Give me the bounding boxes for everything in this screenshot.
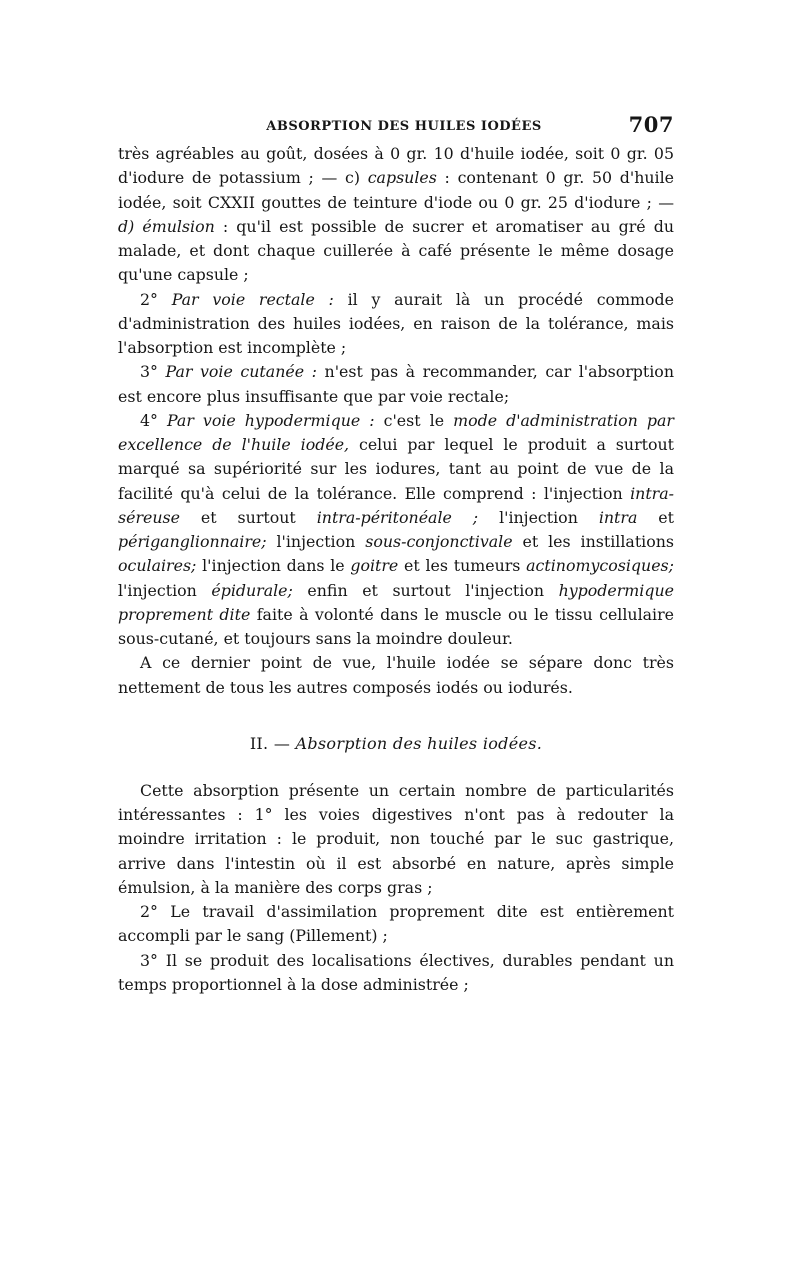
text-run: et surtout [179, 507, 317, 527]
section-title: Absorption des huiles iodées. [295, 733, 543, 753]
italic-text: hypodermique proprement dite [118, 580, 674, 624]
page-number: 707 [628, 112, 674, 137]
italic-text: intra [598, 507, 638, 527]
section-number: II. — [249, 733, 291, 753]
text-run: 2° Le travail d'assimilation proprement dite est entièrement accompli par le sang (Pillement) ; [118, 902, 674, 946]
italic-text: sous-conjonctivale [365, 532, 513, 551]
italic-text: actinomycosiques; [526, 556, 674, 576]
text-run: l'injection [266, 532, 366, 551]
text-run: 3° [140, 362, 166, 382]
text-run: et [637, 507, 674, 527]
section-paragraph-assimilation [118, 900, 674, 949]
italic-text: périganglionnaire; [118, 532, 267, 551]
text-run: et les instillations [512, 532, 675, 551]
italic-text: d) émulsion [118, 216, 215, 236]
paragraph-hypodermic-route [118, 409, 674, 652]
text-run: l'injection [118, 580, 212, 600]
text-run: 4° [140, 410, 167, 430]
book-page [118, 112, 674, 997]
paragraph-conclusion [118, 651, 674, 700]
section-body [118, 779, 674, 997]
text-run: celui par lequel le produit a surtout marqué sa supériorité sur les iodures, tant au point de vue de la facilité qu'à celui de la tolérance. Elle comprend : l'injection [118, 435, 675, 503]
text-run: A ce dernier point de vue, l'huile iodée se sépare donc très nettement de tous les autres composés iodés ou iodurés. [118, 653, 674, 697]
text-run: n'est pas à recommander, car l'absorption est encore plus insuffisante que par voie rectale; [118, 362, 674, 406]
text-run: très agréables au goût, dosées à 0 gr. 10 d'huile iodée, soit 0 gr. 05 d'iodure de potassium ; — c) [118, 144, 674, 188]
italic-text: Par voie rectale : [171, 289, 334, 309]
running-head [118, 112, 674, 142]
italic-text: capsules [367, 168, 437, 188]
italic-text: Par voie hypodermique : [167, 410, 375, 430]
italic-text: intra-péritonéale ; [316, 507, 479, 527]
text-run: Cette absorption présente un certain nombre de particularités intéressantes : 1° les voies digestives n'ont pas à redouter la moindre irritation : le produit, non touché par le suc gastrique, arrive dans l'intestin où il est absorbé en nature, après simple émulsion, à la manière des corps gras ; [118, 780, 674, 897]
body-text [118, 142, 674, 700]
text-run: l'injection dans le [196, 556, 351, 576]
text-run: faite à volonté dans le muscle ou le tissu cellulaire sous-cutané, et toujours sans la moindre douleur. [118, 604, 674, 648]
running-title: ABSORPTION DES HUILES IODÉES [266, 119, 542, 134]
italic-text: mode d'administration par excellence de l'huile iodée, [118, 410, 674, 454]
text-run: c'est le [374, 410, 454, 430]
text-run: enfin et surtout l'injection [292, 580, 559, 600]
italic-text: Par voie cutanée : [165, 362, 317, 382]
text-run: : contenant 0 gr. 50 d'huile iodée, soit CXXII gouttes de teinture d'iode ou 0 gr. 25 d'iodure ; — [118, 168, 674, 212]
section-paragraph-intro [118, 779, 674, 900]
italic-text: oculaires; [118, 556, 197, 576]
italic-text: goitre [350, 556, 399, 576]
paragraph-continued [118, 142, 674, 288]
paragraph-rectal-route [118, 288, 674, 361]
section-heading [118, 734, 674, 753]
italic-text: épidurale; [211, 580, 293, 600]
text-run: l'injection [478, 507, 599, 527]
text-run: 2° [140, 289, 172, 309]
text-run: et les tumeurs [398, 556, 527, 576]
text-run: : qu'il est possible de sucrer et aromatiser au gré du malade, et dont chaque cuillerée à café présente le même dosage qu'une capsule ; [118, 216, 675, 285]
italic-text: intra-séreuse [118, 483, 674, 527]
text-run: 3° Il se produit des localisations électives, durables pendant un temps proportionnel à la dose administrée ; [118, 950, 674, 994]
section-paragraph-localisations [118, 949, 674, 998]
text-run: il y aurait là un procédé commode d'administration des huiles iodées, en raison de la tolérance, mais l'absorption est incomplète ; [118, 289, 674, 357]
paragraph-cutaneous-route [118, 360, 674, 409]
